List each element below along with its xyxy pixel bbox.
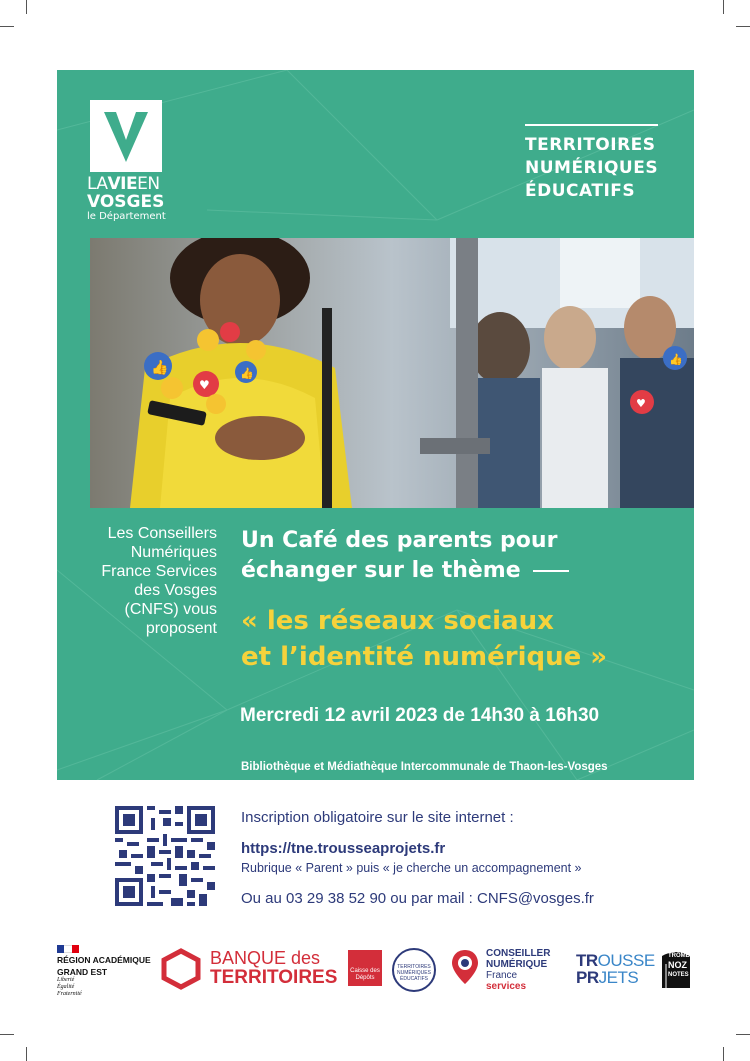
theme-line-2: et l’identité numérique » (241, 642, 608, 672)
region-line-1: RÉGION ACADÉMIQUE (57, 955, 151, 965)
dash-divider (533, 570, 569, 572)
logo-la: LA (87, 174, 108, 194)
v-logo-icon (90, 100, 162, 172)
crop-mark (26, 1047, 27, 1061)
hero-photo (90, 238, 694, 508)
french-flag-icon (57, 945, 79, 953)
partner-logos (0, 940, 750, 1000)
headline-line-1: Un Café des parents pour (241, 528, 558, 553)
department-logo (90, 100, 162, 172)
cnfs-line-1: CONSEILLER (486, 948, 551, 959)
motto-3: Fraternité (57, 991, 82, 997)
trousse-pr: PR (576, 968, 599, 987)
theme-title (241, 603, 607, 675)
headline-line-2: échanger sur le thème (241, 558, 521, 583)
program-line-2: NUMÉRIQUES (525, 158, 659, 178)
region-academique-logo (57, 945, 151, 998)
trousse-jets: JETS (598, 968, 639, 987)
event-date: Mercredi 12 avril 2023 de 14h30 à 16h30 (240, 705, 600, 726)
trombi-line-1: TROMBI (668, 953, 692, 959)
program-line-3: ÉDUCATIFS (525, 181, 636, 201)
headline (241, 526, 569, 586)
logo-en: EN (137, 174, 160, 194)
svg-text:♥: ♥ (199, 378, 210, 392)
location-pin-icon (450, 948, 480, 986)
intro-line-2: Numériques (130, 544, 217, 561)
svg-text:👍: 👍 (240, 367, 254, 380)
intro-text (57, 524, 217, 638)
conseiller-numerique-logo (450, 948, 551, 992)
trousse-o: O (597, 951, 611, 970)
poster (57, 70, 694, 930)
trombinoz-logo (658, 948, 694, 992)
intro-line-4: des Vosges (134, 582, 217, 599)
svg-text:♥: ♥ (636, 397, 646, 410)
trousse-a-projets-logo (576, 952, 655, 986)
trousse-usse: USSE (610, 951, 655, 970)
region-line-2: GRAND EST (57, 967, 108, 977)
trombi-line-2: NOZ (668, 960, 687, 970)
theme-line-1: « les réseaux sociaux (241, 606, 554, 636)
logo-vie: VIE (107, 174, 138, 194)
crop-mark (736, 26, 750, 27)
crop-mark (0, 26, 14, 27)
logo-departement: le Département (87, 211, 166, 222)
tne-badge-logo: TERRITOIRES NUMÉRIQUES ÉDUCATIFS (392, 948, 436, 992)
caisse-des-depots-logo: Caisse des Dépôts (348, 950, 382, 986)
crop-mark (723, 0, 724, 14)
logo-vosges: VOSGES (87, 192, 165, 212)
registration-contact: Ou au 03 29 38 52 90 ou par mail : CNFS@vosges.fr (241, 890, 594, 907)
crop-mark (0, 1034, 14, 1035)
bdt-line-1: BANQUE des (210, 948, 321, 968)
crop-mark (723, 1047, 724, 1061)
banque-des-territoires-logo (160, 948, 338, 994)
intro-line-1: Les Conseillers (107, 525, 217, 542)
trousse-tr: TR (576, 951, 598, 970)
program-line-1: TERRITOIRES (525, 135, 656, 155)
trombi-line-3: NOTES (668, 972, 689, 978)
registration-label: Inscription obligatoire sur le site internet : (241, 809, 514, 826)
department-logo-text (87, 175, 166, 223)
intro-line-5: (CNFS) vous (124, 601, 217, 618)
cnfs-line-3: France (486, 970, 518, 981)
photo-illustration (90, 238, 694, 508)
hexagon-icon (160, 948, 202, 990)
intro-line-3: France Services (101, 563, 217, 580)
qr-code[interactable] (115, 805, 215, 907)
motto-1: Liberté (57, 977, 75, 983)
intro-line-6: proposent (145, 620, 217, 637)
event-venue: Bibliothèque et Médiathèque Intercommunale de Thaon-les-Vosges (241, 761, 608, 773)
registration-rubric: Rubrique « Parent » puis « je cherche un accompagnement » (241, 861, 582, 875)
crop-mark (26, 0, 27, 14)
cnfs-line-4: services (486, 981, 527, 992)
svg-text:👍: 👍 (669, 353, 683, 366)
registration-url-link[interactable]: https://tne.trousseaprojets.fr (241, 840, 446, 857)
bdt-line-2: TERRITOIRES (210, 967, 338, 988)
svg-text:👍: 👍 (151, 360, 169, 376)
motto-2: Égalité (57, 984, 75, 990)
crop-mark (736, 1034, 750, 1035)
program-title (525, 124, 658, 203)
cnfs-line-2: NUMÉRIQUE (486, 959, 548, 970)
